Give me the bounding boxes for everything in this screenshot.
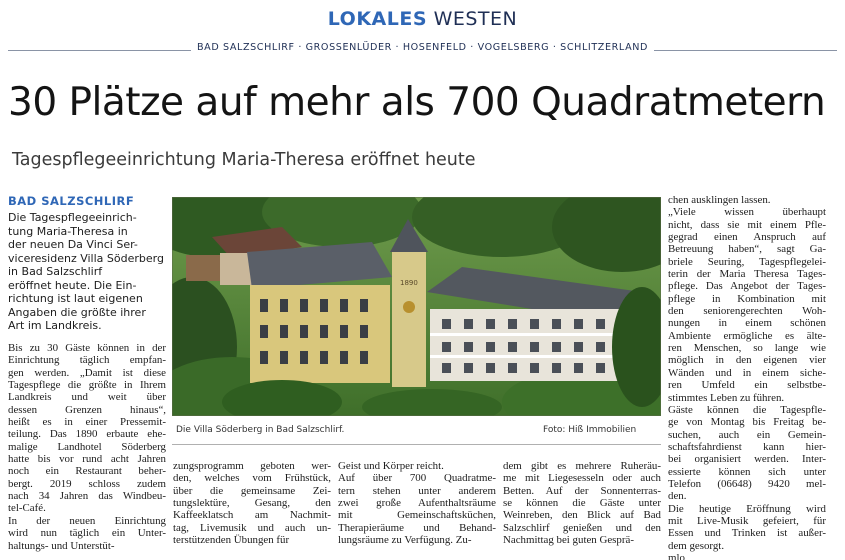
text-line: bei organisiert werden. Inter- <box>668 453 826 466</box>
text-line: zwei große Aufenthaltsräume <box>338 497 496 510</box>
text-line: dem gesorgt. <box>668 539 725 552</box>
text-line: suchen, auch ein Gemein- <box>668 428 826 441</box>
text-line: in Bad Salzschlirf <box>8 265 103 278</box>
text-column-4 <box>503 460 661 546</box>
text-line: haltungs- und Unterstüt- <box>8 539 115 552</box>
text-line: hatte bis vor rund acht Jahren <box>8 453 166 466</box>
text-line: Geist und Körper reicht. <box>338 460 444 472</box>
text-line: noch ein Restaurant beher- <box>8 465 166 478</box>
text-line: Auf über 700 Quadratme- <box>338 472 496 485</box>
photo-credit: Foto: Hiß Immobilien <box>543 425 637 435</box>
text-line: gegrad einen Anspruch auf <box>668 231 826 244</box>
text-line: chen ausklingen lassen. <box>668 194 771 206</box>
text-line: der neuen Da Vinci Ser- <box>8 238 138 251</box>
text-line: „Viele wissen überhaupt <box>668 206 826 219</box>
text-line: den. <box>668 490 687 503</box>
text-line: tel-Café. <box>8 502 46 515</box>
text-line: ren Menschen, so lange wie <box>668 342 826 355</box>
text-line: über die gemeinsame Zei- <box>173 484 331 497</box>
text-line: möglich in den eigenen vier <box>668 354 826 367</box>
text-line: viceresidenz Villa Söderberg <box>8 251 164 265</box>
caption-divider <box>172 444 661 445</box>
text-line: heißt es in einer Pressemit- <box>8 416 166 429</box>
text-line: dem gibt es mehrere Ruheräu- <box>503 460 661 472</box>
text-line: schaftsfahrdienst kann hier- <box>668 440 826 453</box>
text-line: dessen Grenzen hinaus“, <box>8 403 166 416</box>
article-dateline: BAD SALZSCHLIRF <box>8 194 135 208</box>
text-column-5 <box>668 194 826 560</box>
text-line: Betten. Auf der Sonnenterras- <box>503 484 661 497</box>
text-line: wird nun täglich ein Unter- <box>8 527 166 540</box>
text-line: terin der Maria Theresa Tages- <box>668 268 826 281</box>
text-line: eröffnet heute. Die Ein- <box>8 278 137 292</box>
region-places-text: BAD SALZSCHLIRF · GROSSENLÜDER · HOSENFELD · VOGELSBERG · SCHLITZERLAND <box>191 42 654 53</box>
text-line: Telefon (06648) 9420 mel- <box>668 477 826 490</box>
text-line: Art im Landkreis. <box>8 319 102 332</box>
text-column-1 <box>8 342 166 552</box>
article-photo <box>172 197 661 416</box>
text-line: malige Landhotel Söderberg <box>8 440 166 453</box>
text-column-2 <box>173 460 331 546</box>
text-line: mit Gemeinschaftsküchen, <box>338 509 496 522</box>
text-line: pflege. Das Angebot der Tages- <box>668 280 826 293</box>
photo-caption: Die Villa Söderberg in Bad Salzschlirf. <box>176 425 345 435</box>
text-line: briele Seuring, Tagespflegelei- <box>668 255 826 268</box>
text-column-3 <box>338 460 496 546</box>
text-line: Therapieräume und Behand- <box>338 521 496 534</box>
text-line: Salzschlirf genießen und den <box>503 521 661 534</box>
article-headline: 30 Plätze auf mehr als 700 Quadratmetern <box>8 80 826 125</box>
text-line: tag, Livemusik und auch un- <box>173 521 331 534</box>
text-line: Wänden und in einem siche- <box>668 366 826 379</box>
text-line: nicht, dass sie mit einem Pfle- <box>668 218 826 231</box>
section-label: LOKALES <box>327 8 428 30</box>
text-line: Landkreis und weit über <box>8 391 166 404</box>
text-line: den seniorengerechten Woh- <box>668 305 826 318</box>
text-line: terstützenden Übungen für <box>173 534 290 547</box>
text-line: ren Umfeld ein selbstbe- <box>668 379 826 392</box>
text-line: Bis zu 30 Gäste können in der <box>8 342 166 354</box>
text-line: Essen und Trinken ist außer- <box>668 527 826 540</box>
text-line: gen werden. „Damit ist diese <box>8 366 166 379</box>
text-line: Die heutige Eröffnung wird <box>668 502 826 515</box>
text-line: nungen in einem schönen <box>668 317 826 330</box>
text-line: Ambiente ermögliche es älte- <box>668 329 826 342</box>
text-line: se können die Gäste unter <box>503 497 661 510</box>
text-line: Betreuung haben“, sagt Ga- <box>668 243 826 256</box>
text-line: bergt. 2019 schloss zudem <box>8 477 166 490</box>
tower-sign: 1890 <box>400 279 418 287</box>
text-line: tung Maria-Theresa in <box>8 224 128 238</box>
text-line: den, welches vom Frühstück, <box>173 472 331 485</box>
text-line: Die Tagespflegeeinrich- <box>8 211 137 224</box>
text-line: pflege in Kombination mit <box>668 292 826 305</box>
text-line: Weinreben, den Blick auf Bad <box>503 509 661 522</box>
text-line: tern stehen unter anderem <box>338 484 496 497</box>
text-line: ge von Montag bis Freitag be- <box>668 416 826 429</box>
text-line: tungslektüre, Gesang, den <box>173 497 331 510</box>
article-subheadline: Tagespflegeeinrichtung Maria-Theresa eröffnet heute <box>12 150 476 170</box>
text-line: Einrichtung täglich empfan- <box>8 354 166 367</box>
text-line: richtung ist laut eigenen <box>8 292 143 305</box>
text-line: stimmtes Leben zu führen. <box>668 391 785 404</box>
text-line: nach 34 Jahren das Windbeu- <box>8 490 166 503</box>
text-line: Gäste können die Tagespfle- <box>668 403 826 416</box>
text-line: zungsprogramm geboten wer- <box>173 460 331 472</box>
section-title <box>0 8 845 30</box>
text-line: lungsräume zu Verfügung. Zu- <box>338 534 472 547</box>
text-line: teilung. Das 1890 erbaute ehe- <box>8 428 166 441</box>
text-line: me mit Liegesesseln oder auch <box>503 472 661 485</box>
text-line: Angaben die größte ihrer <box>8 305 146 319</box>
text-line: essierte können sich unter <box>668 465 826 478</box>
text-line: mit Live-Musik gefeiert, für <box>668 514 826 527</box>
article-lead <box>8 211 164 333</box>
text-line: In der neuen Einrichtung <box>8 514 166 527</box>
region-label: WESTEN <box>433 8 518 30</box>
region-places <box>0 42 845 53</box>
text-line: Nachmittag bei guten Gesprä- <box>503 534 634 547</box>
text-line: mlo <box>668 551 685 560</box>
text-line: Tagespflege die größte in Ihrem <box>8 379 166 392</box>
text-line: Kaffeeklatsch am Nachmit- <box>173 509 331 522</box>
villa-illustration <box>172 197 661 416</box>
